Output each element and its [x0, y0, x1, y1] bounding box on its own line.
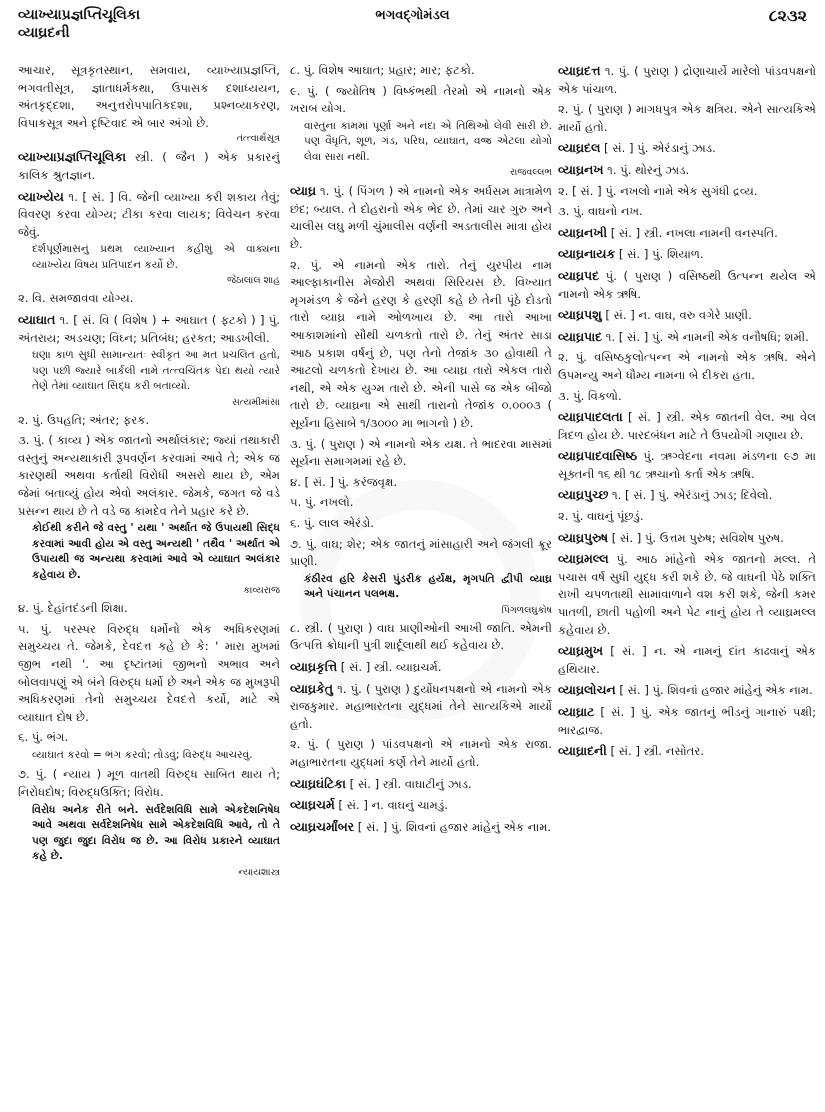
dictionary-entry	[290, 736, 552, 771]
dictionary-entry	[290, 182, 552, 253]
definition-text: [ સં. ] ન. એ નામનું દાંત કાઢવાનું એક હથિયાર.	[558, 644, 816, 676]
dictionary-entry	[558, 101, 816, 136]
headword: વ્યાઘ્રપદ	[558, 267, 600, 283]
entry-definition-line	[558, 328, 816, 347]
column-left	[18, 62, 280, 1106]
entry-definition-line	[290, 796, 552, 815]
definition-text: પું. આઠ માંહેનો એક જાતનો મલ્લ. તે પચાસ વર્ષ સુધી યુદ્ધ કરી શકે છે. જે વાઘની પેઠે શક્તિ રાખી ચપળતાથી સામાવાળાને વશ કરી શકે, જેની કમર પાતળી, છાતી પહોળી અને પેટ નાનું હોય તે વ્યાઘ્રમલ્લ કહેવાય છે.	[558, 552, 816, 637]
headword: વ્યાઘ્રદલ	[558, 140, 601, 156]
dictionary-entry	[290, 494, 552, 512]
headword: વ્યાઘ્રપાદલતા	[558, 409, 623, 425]
entry-definition-line	[290, 736, 552, 771]
entry-definition-line	[290, 182, 552, 253]
entry-definition-line	[558, 245, 816, 264]
entry-definition-line	[18, 766, 280, 801]
entry-definition-line	[558, 681, 816, 700]
entry-definition-line	[18, 188, 280, 242]
definition-text: [ સં. ] ન. વાઘ, વરુ વગેરે પ્રાણી.	[605, 308, 752, 323]
quotation-example: વાસ્તુના કામમાં પૂર્ણા અને નંદા એ તિથિઓ લેવી સારી છે. પણ વૈધૃતિ, શૂળ, ગંડ, પરિઘ, વ્યાઘાત, વજ્ર એટલા યોગો લેવા સારા નથી.	[304, 119, 552, 163]
dictionary-entry	[558, 224, 816, 243]
headword: વ્યાઘ્રપાદવાસિષ્ઠ	[558, 448, 638, 464]
dictionary-entry	[290, 436, 552, 471]
entry-definition-line	[18, 311, 280, 347]
headword: વ્યાઘ્રમલ્લ	[558, 551, 609, 567]
entry-definition-line	[558, 139, 816, 158]
entry-definition-line	[18, 729, 280, 747]
dictionary-entry	[290, 474, 552, 492]
entry-definition-line	[18, 290, 280, 308]
column-right	[558, 62, 816, 1106]
quotation-example: દર્શપૂર્ણમાસનું પ્રથમ વ્યાખ્યાન કહીશું એ વાક્યના વ્યાખ્યેય વિષય પ્રતિપાદન કર્યો છે.	[32, 243, 280, 271]
entry-definition-line	[18, 600, 280, 618]
definition-text: સ્ત્રી. ( જૈન ) એક પ્રકારનું કાલિક શ્રુતજ્ઞાન.	[18, 150, 280, 182]
dictionary-entry	[558, 306, 816, 325]
definition-text: ૧. પું. ( પુરાણ ) દુર્યોધનપક્ષનો એ નામનો એક રાજકુમાર. મહાભારતના યુદ્ધમાં તેને સાત્યકિએ માર્યો હતો.	[290, 681, 552, 731]
dictionary-entry	[290, 796, 552, 815]
definition-text: [ સં. ] પું. ઉત્તમ પુરુષ; સવિશેષ પુરુષ.	[611, 530, 784, 545]
dictionary-entry	[558, 742, 816, 761]
headword: વ્યાઘ્રચર્મ	[290, 797, 335, 813]
dictionary-entry	[290, 818, 552, 837]
definition-text: ૧. પું. ( પિંગળ ) એ નામનો એક અર્ધસમ માત્રામેળ છંદ; બ્યાલ. તે દોહરાનો એક ભેદ છે. તેમાં ચાર ગુરુ અને ચાલીસ લઘુ મળી ચુંમાલીસ વર્ણની અડતાલીસ માત્રા હોય છે.	[290, 184, 552, 252]
definition-text: પું. ઋગ્વેદના નવમા મંડળના ૯૭ મા સૂક્તની ૧૬ થી ૧૮ ઋચાનો કર્તા એક ઋષિ.	[558, 449, 816, 481]
quotation-source: કાવ્યરાજ	[243, 585, 280, 597]
definition-text: ૨. પું. ( પુરાણ ) માગધપુત્ર એક ક્ષત્રિય. એને સાત્યકિએ માર્યો હતો.	[558, 102, 816, 134]
entry-definition-line	[558, 388, 816, 406]
dictionary-entry	[290, 515, 552, 533]
dictionary-title: ભગવદ્ગોમંડલ	[375, 8, 450, 23]
dictionary-entry	[18, 729, 280, 763]
dictionary-entry	[558, 388, 816, 406]
headword: વ્યાઘ્રદત્ત	[558, 63, 601, 78]
entry-definition-line	[18, 432, 280, 520]
dictionary-entry	[290, 257, 552, 433]
entry-definition-line	[18, 621, 280, 727]
dictionary-entry	[18, 188, 280, 288]
definition-text: ૨. પું. ( પુરાણ ) પાંડવપક્ષનો એ નામનો એક રાજા. મહાભારતના યુદ્ધમાં કર્ણે તેને માર્યો હતો.	[290, 737, 552, 769]
definition-text: ૨. પું. એ નામનો એક તારો. તેનું યુરપીય નામ આલ્ફાકાનીસ મેજોરી અથવા સિરિયસ છે. વિખ્યાત મૃગમંડળ કે જેને હરણ કે હરણી કહે છે તેની પૂંઠે દોડતો તારો વ્યાઘ્ર નામે ઓળખાય છે. આ તારો આખા આકાશમાંનો સૌથી ચળકતો તારો છે. તેનું અંતર સાડા આઠ પ્રકાશ વર્ષનું છે, પણ તેનો તેજાંક ૩૦ હોવાથી તે આટલો ચળકતો દેખાય છે. આ વ્યાઘ્ર તારો એકલ તારો નથી, એ એક યુગ્મ તારો છે. એની પાસે જ એક બીજો તારો છે. વ્યાઘ્રના એ સાથી તારાનો તેજાંક ૦.૦૦૦૩ ( સૂર્યના હિસાબે ૧/૩૦૦૦ મા ભાગનો ) છે.	[290, 257, 552, 430]
quotation-example: ઘણા કાળ સુધી સામાન્યતઃ સ્વીકૃત આ મત પ્રચલિત હતો, પણ પછી જ્યારે બાર્કલી નામે તત્ત્વચિંતક પેદા થયો ત્યારે તેણે તેમાં વ્યાઘાત સિદ્ધ કરી બતાવ્યો.	[32, 349, 280, 393]
guide-word-first: વ્યાખ્યાપ્રજ્ઞપ્તિચૂલિકા	[18, 7, 141, 23]
definition-text: ૬. પું. લાલ એરંડો.	[290, 515, 374, 530]
entry-definition-line	[558, 183, 816, 201]
definition-text: [ સં. ] સ્ત્રી. એક જાતની વેલ. આ વેલ ત્રિદળ હોય છે. પારદબંધન માટે તે ઉપયોગી ગણાય છે.	[558, 410, 816, 442]
definition-text: ૧. પું. થોરનું ઝાડ.	[607, 162, 690, 177]
page-header	[18, 6, 807, 46]
quotation-source: પિંગળલઘુકોષ	[501, 604, 552, 616]
dictionary-entry	[18, 600, 280, 618]
definition-text: ૬. પું. ભંગ.	[18, 730, 69, 745]
quotation-source: સત્યમીમાંસા	[232, 396, 280, 408]
entry-definition-line	[558, 161, 816, 180]
entry-definition-line	[290, 257, 552, 433]
definition-text: ૨. [ સં. ] પું. નખલો નામે એક સુગંધી દ્રવ્ય.	[558, 183, 758, 198]
definition-text: ૨. પું. ઉપહતિ; અંતર; ફરક.	[18, 412, 150, 427]
headword: વ્યાઘ્રનાયક	[558, 246, 616, 262]
column-middle	[290, 62, 552, 1106]
dictionary-entry	[558, 508, 816, 526]
dictionary-entry	[558, 328, 816, 347]
dictionary-entry	[290, 658, 552, 677]
entry-definition-line	[290, 818, 552, 837]
dictionary-entry	[558, 408, 816, 444]
entry-definition-line	[558, 508, 816, 526]
entry-definition-line	[290, 775, 552, 794]
definition-text: ૩. પું. વાઘનો નખ.	[558, 204, 643, 219]
entry-definition-line	[290, 658, 552, 677]
entry-definition-line	[558, 349, 816, 384]
quotation-example: વિરોધ અનેક રીતે બને. સર્વદેશવિધિ સામે એકદેશનિષેધ આવે અથવા સર્વદેશનિષેધ સામે એકદેશવિધિ આવે, તો તે પણ જુદા જુદા વિરોધ જ છે. આ વિરોધ પ્રકારને વ્યાઘાત કહે છે.	[32, 803, 280, 863]
entry-definition-line	[558, 62, 816, 98]
dictionary-entry	[18, 432, 280, 597]
headword: વ્યાખ્યેય	[18, 188, 64, 204]
dictionary-entry	[558, 139, 816, 158]
headword: વ્યાઘ્રપશુ	[558, 307, 602, 323]
definition-text: [ સં. ] પું. શિવનાં હજાર માંહેનું એક નામ.	[619, 683, 813, 698]
dictionary-entry	[290, 83, 552, 180]
entry-definition-line	[18, 62, 280, 132]
definition-text: ૯. પું. ( જ્યોતિષ ) વિષ્કંભથી તેરમો એ નામનો એક ખરાબ યોગ.	[290, 83, 552, 116]
definition-text: ૮. સ્ત્રી. ( પુરાણ ) વાઘ પ્રાણીઓની આખી જાતિ. એમની ઉત્પત્તિ ક્રોધાની પુત્રી શાર્દૂલાથી થઈ કહેવાય છે.	[290, 620, 552, 653]
headword: વ્યાઘ્રચર્માંબર	[290, 818, 355, 834]
dictionary-entry	[558, 681, 816, 700]
quotation-source: જેઠાલાલ શાહ	[227, 275, 280, 287]
dictionary-entry	[558, 183, 816, 201]
entry-definition-line	[558, 203, 816, 221]
guide-word-last: વ્યાઘ્રદની	[18, 25, 70, 41]
definition-text: ૩. પું. ( પુરાણ ) એ નામનો એક યક્ષ. તે ભાદરવા માસમાં સૂર્યના સમાગમમાં રહે છે.	[290, 436, 552, 469]
dictionary-entry	[558, 203, 816, 221]
definition-text: ૧. [ સં. ] પું. એરંડાનું ઝાડ; દિવેલો.	[611, 488, 773, 503]
entry-definition-line	[558, 642, 816, 678]
definition-text: [ સં. ] સ્ત્રી. નખલા નામની વનસ્પતિ.	[610, 225, 778, 240]
dictionary-entry	[558, 349, 816, 384]
headword: વ્યાઘ્રઘંટિકા	[290, 775, 346, 791]
quotation-example: કોઈથી કરીને જે વસ્તુ ' યથા ' અર્થાત જે ઉપાયથી સિદ્ધ કરવામાં આવી હોય એ વસ્તુ અન્યથી ' તથૈવ ' અર્થાત એ ઉપાયથી જ અન્યથા કરવામાં આવે એ વ્યાઘાત અલંકાર કહેવાય છે.	[32, 522, 280, 581]
headword: વ્યાઘ્રલોચન	[558, 682, 616, 698]
definition-text: ૨. પું. વાઘનું પૂંછડું.	[558, 509, 644, 524]
definition-text: ૮. પું. વિશેષ આઘાત; પ્રહાર; માર; ફટકો.	[290, 63, 475, 77]
dictionary-entry	[558, 486, 816, 505]
dictionary-entry	[18, 621, 280, 727]
dictionary-entry	[558, 447, 816, 483]
definition-text: ૨. પું. વસિષ્ઠકુલોત્પન્ન એ નામનો એક ઋષિ. એને ઉપમન્યુ અને ધૌમ્ય નામના બે દીકરા હતા.	[558, 350, 816, 382]
definition-text: [ સં. ] પું. એરંડાનું ઝાડ.	[604, 141, 716, 156]
entry-definition-line	[558, 550, 816, 639]
dictionary-entry	[558, 245, 816, 264]
dictionary-entry	[18, 62, 280, 145]
dictionary-entry	[558, 161, 816, 180]
dictionary-entry	[558, 550, 816, 639]
definition-text: ૩. પું. ( કાવ્ય ) એક જાતનો અર્થાલંકાર; જ્યાં તથાકારી વસ્તુનું અન્યથાકારી રૂપવર્ણન કરવામાં આવે તે; એક જ કારણથી અથવા કર્તાથી વિરોધી અસરો થાય છે, એમ જેમાં બતાવ્યું હોય એવો અલંકાર. જેમકે, જગત જે વડે પ્રસન્ન થાય છે તે વડે જ કામદેવ તેને પ્રહાર કરે છે.	[18, 433, 280, 518]
entry-definition-line	[290, 536, 552, 571]
entry-definition-line	[558, 224, 816, 243]
quotation-example: વ્યાઘાત કરવો = ભંગ કરવો; તોડવું; વિરુદ્ધ આચરવું.	[32, 748, 253, 761]
definition-text: ૪. પું. દેહાંતદંડની શિક્ષા.	[18, 601, 128, 616]
headword: વ્યાઘ્ર	[290, 183, 317, 199]
headword: વ્યાખ્યાપ્રજ્ઞપ્તિચૂલિકા	[18, 149, 127, 165]
entry-definition-line	[558, 742, 816, 761]
entry-definition-line	[18, 148, 280, 184]
entry-definition-line	[558, 306, 816, 325]
dictionary-entry	[18, 766, 280, 878]
dictionary-entry	[558, 267, 816, 303]
entry-definition-line	[558, 447, 816, 483]
dictionary-entry	[558, 62, 816, 98]
entry-definition-line	[558, 703, 816, 739]
entry-definition-line	[290, 436, 552, 471]
definition-text: ૭. પું. ( ન્યાય ) મૂળ વાતથી વિરુદ્ધ સાબિત થાય તે; નિરોધદોષ; વિરુદ્ધઉક્તિ; વિરોધ.	[18, 767, 280, 800]
headword: વ્યાઘ્રનખી	[558, 224, 607, 240]
quotation-source: ન્યાયશાસ્ત્ર	[238, 866, 280, 878]
definition-text: ૧. [ સં. વિ ( વિશેષ ) + આઘાત ( ફટકો ) ] પું. અંતરાય; અડચણ; વિઘ્ન; પ્રતિબંધ; હરકત; આડખીલી.	[18, 312, 280, 345]
dictionary-entry	[290, 680, 552, 734]
dictionary-entry	[18, 311, 280, 409]
definition-text: ૧. [ સં. ] પું. એ નામની એક વનૌષધિ; શમી.	[605, 329, 809, 344]
headword: વ્યાઘ્રનખ	[558, 161, 604, 177]
definition-text: [ સં. ] સ્ત્રી. વ્યાઘ્રચર્મ.	[340, 659, 442, 674]
definition-text: ૨. વિ. સમજાવવા યોગ્ય.	[18, 291, 134, 306]
definition-text: ૩. પું. વિકળો.	[558, 388, 622, 403]
dictionary-entry	[290, 62, 552, 80]
definition-text: ૧. [ સં. ] વિ. જેની વ્યાખ્યા કરી શકાય તેવું; વિવરણ કરવા યોગ્ય; ટીકા કરવા લાયક; વિવેચન કરવા જેવું.	[18, 189, 280, 239]
entry-definition-line	[558, 408, 816, 444]
entry-definition-line	[290, 680, 552, 734]
definition-text: ૪. [ સં. ] પું. કરંજવૃક્ષ.	[290, 474, 398, 489]
headword: વ્યાઘ્રમુખ	[558, 643, 603, 659]
dictionary-entry	[18, 148, 280, 184]
entry-definition-line	[290, 62, 552, 80]
definition-text: પું. ( પુરાણ ) વસિષ્ઠથી ઉત્પન્ન થયેલ એ નામનો એક ઋષિ.	[558, 268, 816, 301]
dictionary-entry	[290, 620, 552, 655]
definition-text: ૫. પું. પરસ્પર વિરુદ્ધ ધર્મોનો એક અધિકરણમાં સમુચ્ચય તે. જેમકે, દેવદત્ત કહે છે કે: ' મારા મુખમાં જીભ નથી '. આ દૃષ્ટાંતમાં જીભનો અભાવ અને બોલવાપણું એ બંને વિરુદ્ધ ધર્મો છે અને એક જ મુખરૂપી અધિકરણમાં તેનો સમુચ્ચય દેવદત્તે કર્યો, માટે એ વ્યાઘાત દોષ છે.	[18, 621, 280, 724]
dictionary-entry	[558, 703, 816, 739]
page-number: ૮૨૩૨	[768, 6, 807, 25]
entry-definition-line	[558, 486, 816, 505]
dictionary-entry	[290, 775, 552, 794]
quotation-source: તત્ત્વાર્થસૂત્ર	[236, 133, 280, 145]
definition-text: આચાર, સૂત્રકૃતસ્થાન, સમવાય, વ્યાખ્યાપ્રજ્ઞપ્તિ, ભગવતીસૂત્ર, જ્ઞાતાધર્મકથા, ઉપાસક દશાધ્યયન, અંતકૃદ્દશા, અનુત્તરોપપાતિકદશા, પ્રશ્નવ્યાકરણ, વિપાકસૂત્ર અને દૃષ્ટિવાદ એ બાર અંગો છે.	[18, 63, 280, 130]
definition-text: [ સં. ] પું. શિયાળ.	[618, 247, 704, 262]
quotation-source: રાજવલ્લભ	[510, 167, 552, 179]
definition-text: [ સં. ] પું. એક જાતનું ભીડનું ગાનારું પક્ષી; ભારદ્વાજ.	[558, 705, 816, 737]
dictionary-entry	[558, 642, 816, 678]
entry-definition-line	[290, 83, 552, 118]
dictionary-entry	[558, 529, 816, 548]
headword: વ્યાઘ્રાટ	[558, 704, 595, 719]
definition-text: ૧. પું. ( પુરાણ ) દ્રોણાચાર્યે મારેલો પાંડવપક્ષનો એક પાંચાળ.	[558, 64, 816, 96]
dictionary-entry	[18, 290, 280, 308]
entry-definition-line	[558, 529, 816, 548]
entry-definition-line	[290, 474, 552, 492]
entry-definition-line	[558, 267, 816, 303]
headword: વ્યાઘ્રપુરુષ	[558, 529, 609, 545]
definition-text: [ સં. ] સ્ત્રી. નસોતર.	[610, 744, 705, 759]
headword: વ્યાઘાત	[18, 311, 56, 327]
entry-definition-line	[18, 412, 280, 430]
dictionary-entry	[290, 536, 552, 617]
dictionary-entry	[18, 412, 280, 430]
quotation-example: કંઠીરવ હરિ કેસરી પુંડરીક હર્યક્ષ, મૃગપતિ દ્વીપી વ્યાઘ્ર અને પંચાનન પલભક્ષ.	[304, 572, 552, 601]
definition-text: ૭. પું. વાઘ; શેર; એક જાતનું માંસાહારી અને જંગલી ક્રૂર પ્રાણી.	[290, 536, 552, 569]
definition-text: ૫. પું. નખલો.	[290, 495, 354, 510]
entry-definition-line	[290, 620, 552, 655]
headword: વ્યાઘ્રાદની	[558, 743, 607, 759]
definition-text: [ સં. ] સ્ત્રી. વાઘાટીનું ઝાડ.	[349, 776, 472, 791]
headword: વ્યાઘ્રકૃત્તિ	[290, 658, 338, 674]
entry-definition-line	[290, 494, 552, 512]
definition-text: [ સં. ] ન. વાઘનું ચામડું.	[338, 798, 448, 813]
entry-definition-line	[558, 101, 816, 136]
headword: વ્યાઘ્રપુચ્છ	[558, 487, 609, 503]
headword: વ્યાઘ્રપાદ	[558, 328, 603, 344]
headword: વ્યાઘ્રકેતુ	[290, 680, 333, 696]
entry-definition-line	[290, 515, 552, 533]
definition-text: [ સં. ] પું. શિવનાં હજાર માંહેનું એક નામ.	[357, 819, 552, 834]
